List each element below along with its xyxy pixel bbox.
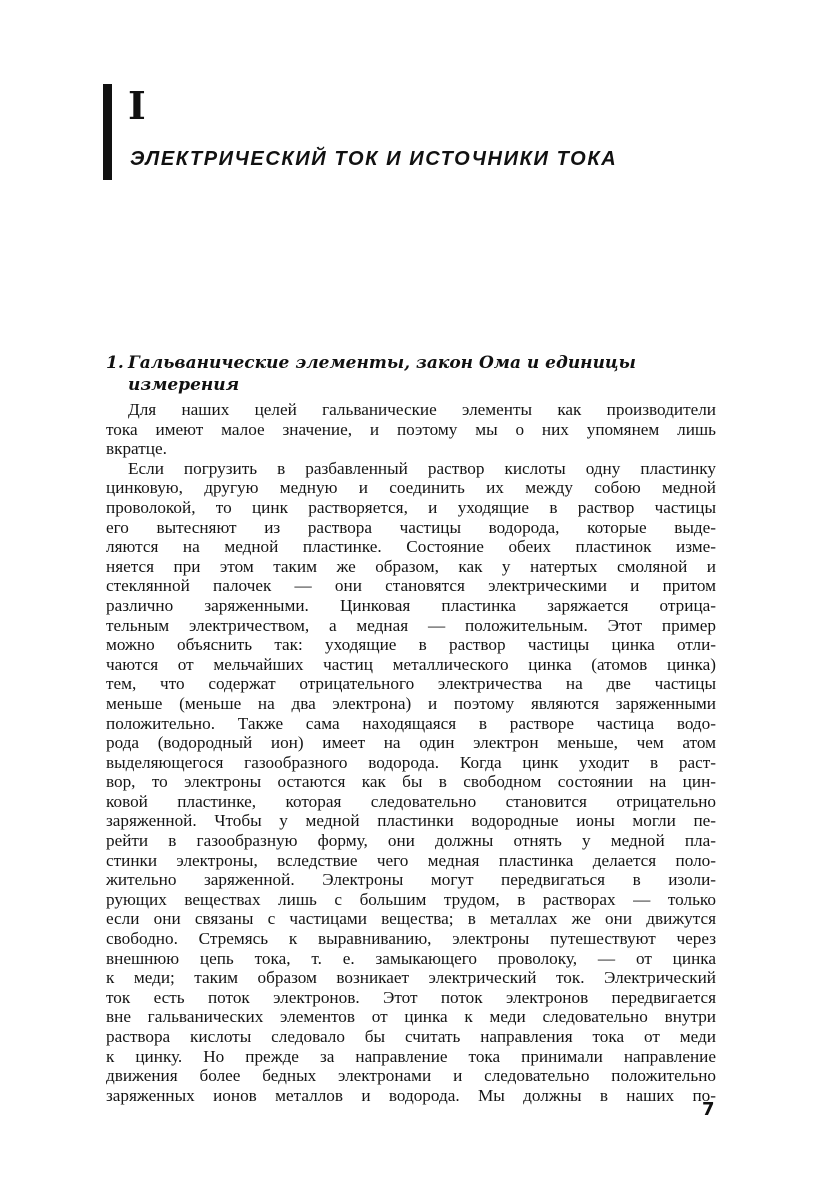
text-line: тем, что содержат отрицательного электричества на две частицы bbox=[106, 674, 716, 694]
text-line: Для наших целей гальванические элементы как производители bbox=[128, 400, 716, 419]
text-line: заряженных ионов металлов и водорода. Мы должны в наших по- bbox=[106, 1085, 716, 1105]
text-line: если они связаны с частицами вещества; в металлах же они движутся bbox=[106, 909, 716, 929]
page-number: 7 bbox=[702, 1099, 715, 1120]
text-line: вне гальванических элементов от цинка к меди следовательно внутри bbox=[106, 1007, 716, 1027]
text-line: раствора кислоты следовало бы считать направления тока от меди bbox=[106, 1027, 716, 1046]
chapter-number: I bbox=[128, 83, 146, 128]
text-line: различно заряженными. Цинковая пластинка заряжается отрица- bbox=[106, 595, 716, 615]
text-line: няется при этом таким же образом, как у натертых смоляной и bbox=[106, 556, 716, 576]
text-line: положительно. Также сама находящаяся в растворе частица водо- bbox=[106, 713, 716, 733]
text-line: рода (водородный ион) имеет на один электрон меньше, чем атом bbox=[106, 733, 716, 753]
text-line: вор, то электроны остаются как бы в свободном состоянии на цин- bbox=[106, 772, 716, 792]
text-line: рующих веществах лишь с большим трудом, в растворах — только bbox=[106, 889, 716, 909]
text-line: ковой пластинке, которая следовательно становится отрицательно bbox=[106, 791, 716, 811]
text-line: тельным электричеством, а медная — положительным. Этот пример bbox=[106, 615, 716, 635]
text-line: ток есть поток электронов. Этот поток электронов передвигается bbox=[106, 987, 716, 1007]
text-line: стеклянной палочек — они становятся электрическими и притом bbox=[106, 576, 716, 596]
paragraph-1 bbox=[106, 400, 716, 459]
text-line: рейти в газообразную форму, они должны отнять у медной пла- bbox=[106, 831, 716, 851]
text-line: внешнюю цепь тока, т. е. замыкающего проволоку, — от цинка bbox=[106, 948, 716, 968]
text-line: выделяющегося газообразного водорода. Когда цинк уходит в раст- bbox=[106, 752, 716, 772]
section-number: 1. bbox=[106, 353, 124, 373]
chapter-title: ЭЛЕКТРИЧЕСКИЙ ТОК И ИСТОЧНИКИ ТОКА bbox=[130, 148, 618, 170]
section-title-line-1: Гальванические элементы, закон Ома и единицы bbox=[128, 353, 636, 373]
text-line: к меди; таким образом возникает электрический ток. Электрический bbox=[106, 968, 716, 988]
chapter-marker-bar bbox=[103, 84, 112, 180]
text-line: его вытесняют из раствора частицы водорода, которые выде- bbox=[106, 517, 716, 537]
text-line: к цинку. Но прежде за направление тока принимали направление bbox=[106, 1046, 716, 1066]
text-line: меньше (меньше на два электрона) и поэтому являются заряженными bbox=[106, 693, 716, 713]
body-text bbox=[106, 400, 716, 1105]
section-title-line-2: измерения bbox=[128, 375, 240, 395]
text-line: проволокой, то цинк растворяется, и уходящие в раствор частицы bbox=[106, 497, 716, 517]
text-line: стинки электроны, вследствие чего медная пластинка делается поло- bbox=[106, 850, 716, 870]
text-line: тока имеют малое значение, и поэтому мы о них упомянем лишь bbox=[106, 419, 716, 439]
text-line: жительно заряженной. Электроны могут передвигаться в изоли- bbox=[106, 870, 716, 890]
text-line: движения более бедных электронами и следовательно положительно bbox=[106, 1066, 716, 1086]
section-heading bbox=[106, 352, 706, 396]
text-line: чаются от мельчайших частиц металлического цинка (атомов цинка) bbox=[106, 654, 716, 674]
text-line: цинковую, другую медную и соединить их между собою медной bbox=[106, 478, 716, 498]
text-line: можно объяснить так: уходящие в раствор частицы цинка отли- bbox=[106, 635, 716, 655]
paragraph-2 bbox=[106, 459, 716, 1106]
text-line: Если погрузить в разбавленный раствор кислоты одну пластинку bbox=[128, 458, 716, 478]
text-line: заряженной. Чтобы у медной пластинки водородные ионы могли пе- bbox=[106, 811, 716, 831]
text-line: свободно. Стремясь к выравниванию, электроны путешествуют через bbox=[106, 929, 716, 949]
text-line: ляются на медной пластинке. Состояние обеих пластинок изме- bbox=[106, 537, 716, 557]
text-line: вкратце. bbox=[106, 439, 167, 459]
